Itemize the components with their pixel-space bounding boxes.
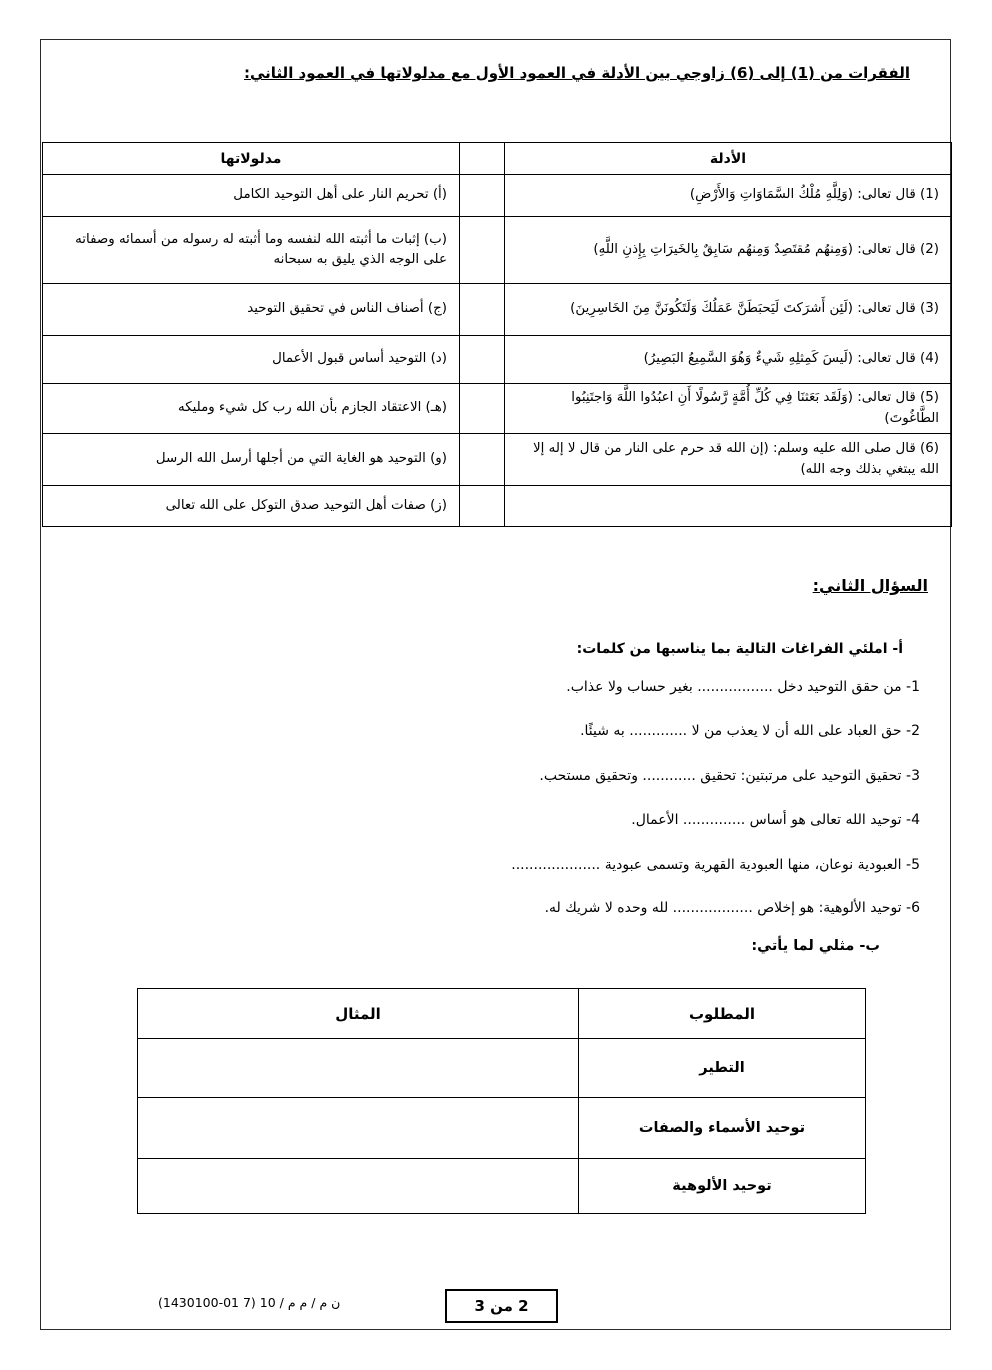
part-a-instruction: أ- املئي الفراغات التالية بما يناسبها من كلمات:	[576, 641, 903, 657]
table-row	[43, 336, 952, 384]
required-cell: توحيد الألوهية	[579, 1159, 866, 1214]
page-number-text: 2 من 3	[474, 1297, 529, 1315]
fill-blank-item-5: 5- العبودية نوعان، منها العبودية القهرية وتسمى عبودية ....................	[511, 857, 920, 873]
fill-blank-item-1: 1- من حقق التوحيد دخل ................. بغير حساب ولا عذاب.	[566, 679, 920, 695]
meaning-cell: (ب) إثبات ما أثبته الله لنفسه وما أثبته له رسوله من أسمائه وصفاته على الوجه الذي يليق به سبحانه	[43, 217, 460, 284]
meaning-cell: (هـ) الاعتقاد الجازم بأن الله رب كل شيء ومليكه	[43, 384, 460, 434]
matching-header-evidence: الأدلة	[505, 143, 952, 175]
evidence-cell	[505, 486, 952, 527]
fill-blank-item-2: 2- حق العباد على الله أن لا يعذب من لا ............. به شيئًا.	[580, 723, 920, 739]
examples-header-example: المثال	[138, 989, 579, 1039]
meaning-cell: (أ) تحريم النار على أهل التوحيد الكامل	[43, 175, 460, 217]
question2-heading: السؤال الثاني:	[812, 576, 928, 595]
footer-doc-code: ن م / م م / 10 (7 01-1430100)	[158, 1295, 341, 1310]
worksheet-title: الفقرات من (1) إلى (6) زاوجي بين الأدلة في العمود الأول مع مدلولاتها في العمود الثاني:	[244, 64, 910, 82]
required-cell: توحيد الأسماء والصفات	[579, 1098, 866, 1159]
table-row	[43, 175, 952, 217]
meaning-cell: (ز) صفات أهل التوحيد صدق التوكل على الله تعالى	[43, 486, 460, 527]
answer-cell	[460, 384, 505, 434]
table-row	[138, 1159, 866, 1214]
table-row	[43, 384, 952, 434]
matching-header-blank	[460, 143, 505, 175]
matching-table-header-row	[43, 143, 952, 175]
answer-cell	[460, 217, 505, 284]
examples-table-header-row	[138, 989, 866, 1039]
evidence-cell: (5) قال تعالى: (وَلَقَد بَعَثنَا فِي كُلِّ أُمَّةٍ رَّسُولًا أَنِ اعبُدُوا اللَّهَ وَاجتَنِبُوا الطَّاغُوتَ)	[505, 384, 952, 434]
table-row	[138, 1039, 866, 1098]
examples-table	[137, 988, 866, 1214]
required-cell: التطير	[579, 1039, 866, 1098]
answer-cell	[460, 284, 505, 336]
answer-cell	[460, 434, 505, 486]
table-row	[43, 284, 952, 336]
table-row	[43, 486, 952, 527]
table-row	[138, 1098, 866, 1159]
table-row	[43, 434, 952, 486]
meaning-cell: (ج) أصناف الناس في تحقيق التوحيد	[43, 284, 460, 336]
answer-cell	[460, 336, 505, 384]
fill-blank-item-4: 4- توحيد الله تعالى هو أساس .............. الأعمال.	[631, 812, 920, 828]
answer-cell	[460, 175, 505, 217]
fill-blank-item-6: 6- توحيد الألوهية: هو إخلاص .................. لله وحده لا شريك له.	[544, 900, 920, 916]
page-number-box	[445, 1289, 558, 1323]
part-b-instruction: ب- مثلي لما يأتي:	[751, 938, 880, 954]
meaning-cell: (و) التوحيد هو الغاية التي من أجلها أرسل الله الرسل	[43, 434, 460, 486]
matching-header-meanings: مدلولاتها	[43, 143, 460, 175]
evidence-cell: (3) قال تعالى: (لَئِن أَشرَكتَ لَيَحبَطَنَّ عَمَلُكَ وَلَتَكُونَنَّ مِنَ الخَاسِرِينَ)	[505, 284, 952, 336]
evidence-cell: (1) قال تعالى: (وَلِلَّهِ مُلْكُ السَّمَاوَاتِ وَالأَرْضِ)	[505, 175, 952, 217]
evidence-cell: (4) قال تعالى: (لَيسَ كَمِثلِهِ شَيءٌ وَهُوَ السَّمِيعُ البَصِيرُ)	[505, 336, 952, 384]
examples-header-required: المطلوب	[579, 989, 866, 1039]
meaning-cell: (د) التوحيد أساس قبول الأعمال	[43, 336, 460, 384]
table-row	[43, 217, 952, 284]
answer-cell	[460, 486, 505, 527]
matching-table	[42, 142, 952, 527]
example-cell	[138, 1098, 579, 1159]
evidence-cell: (2) قال تعالى: (وَمِنهُم مُقتَصِدٌ وَمِنهُم سَابِقٌ بِالخَيرَاتِ بِإِذنِ اللَّهِ)	[505, 217, 952, 284]
evidence-cell: (6) قال صلى الله عليه وسلم: (إن الله قد حرم على النار من قال لا إله إلا الله يبتغي بذلك وجه الله)	[505, 434, 952, 486]
fill-blank-item-3: 3- تحقيق التوحيد على مرتبتين: تحقيق ............ وتحقيق مستحب.	[539, 768, 920, 784]
example-cell	[138, 1039, 579, 1098]
example-cell	[138, 1159, 579, 1214]
